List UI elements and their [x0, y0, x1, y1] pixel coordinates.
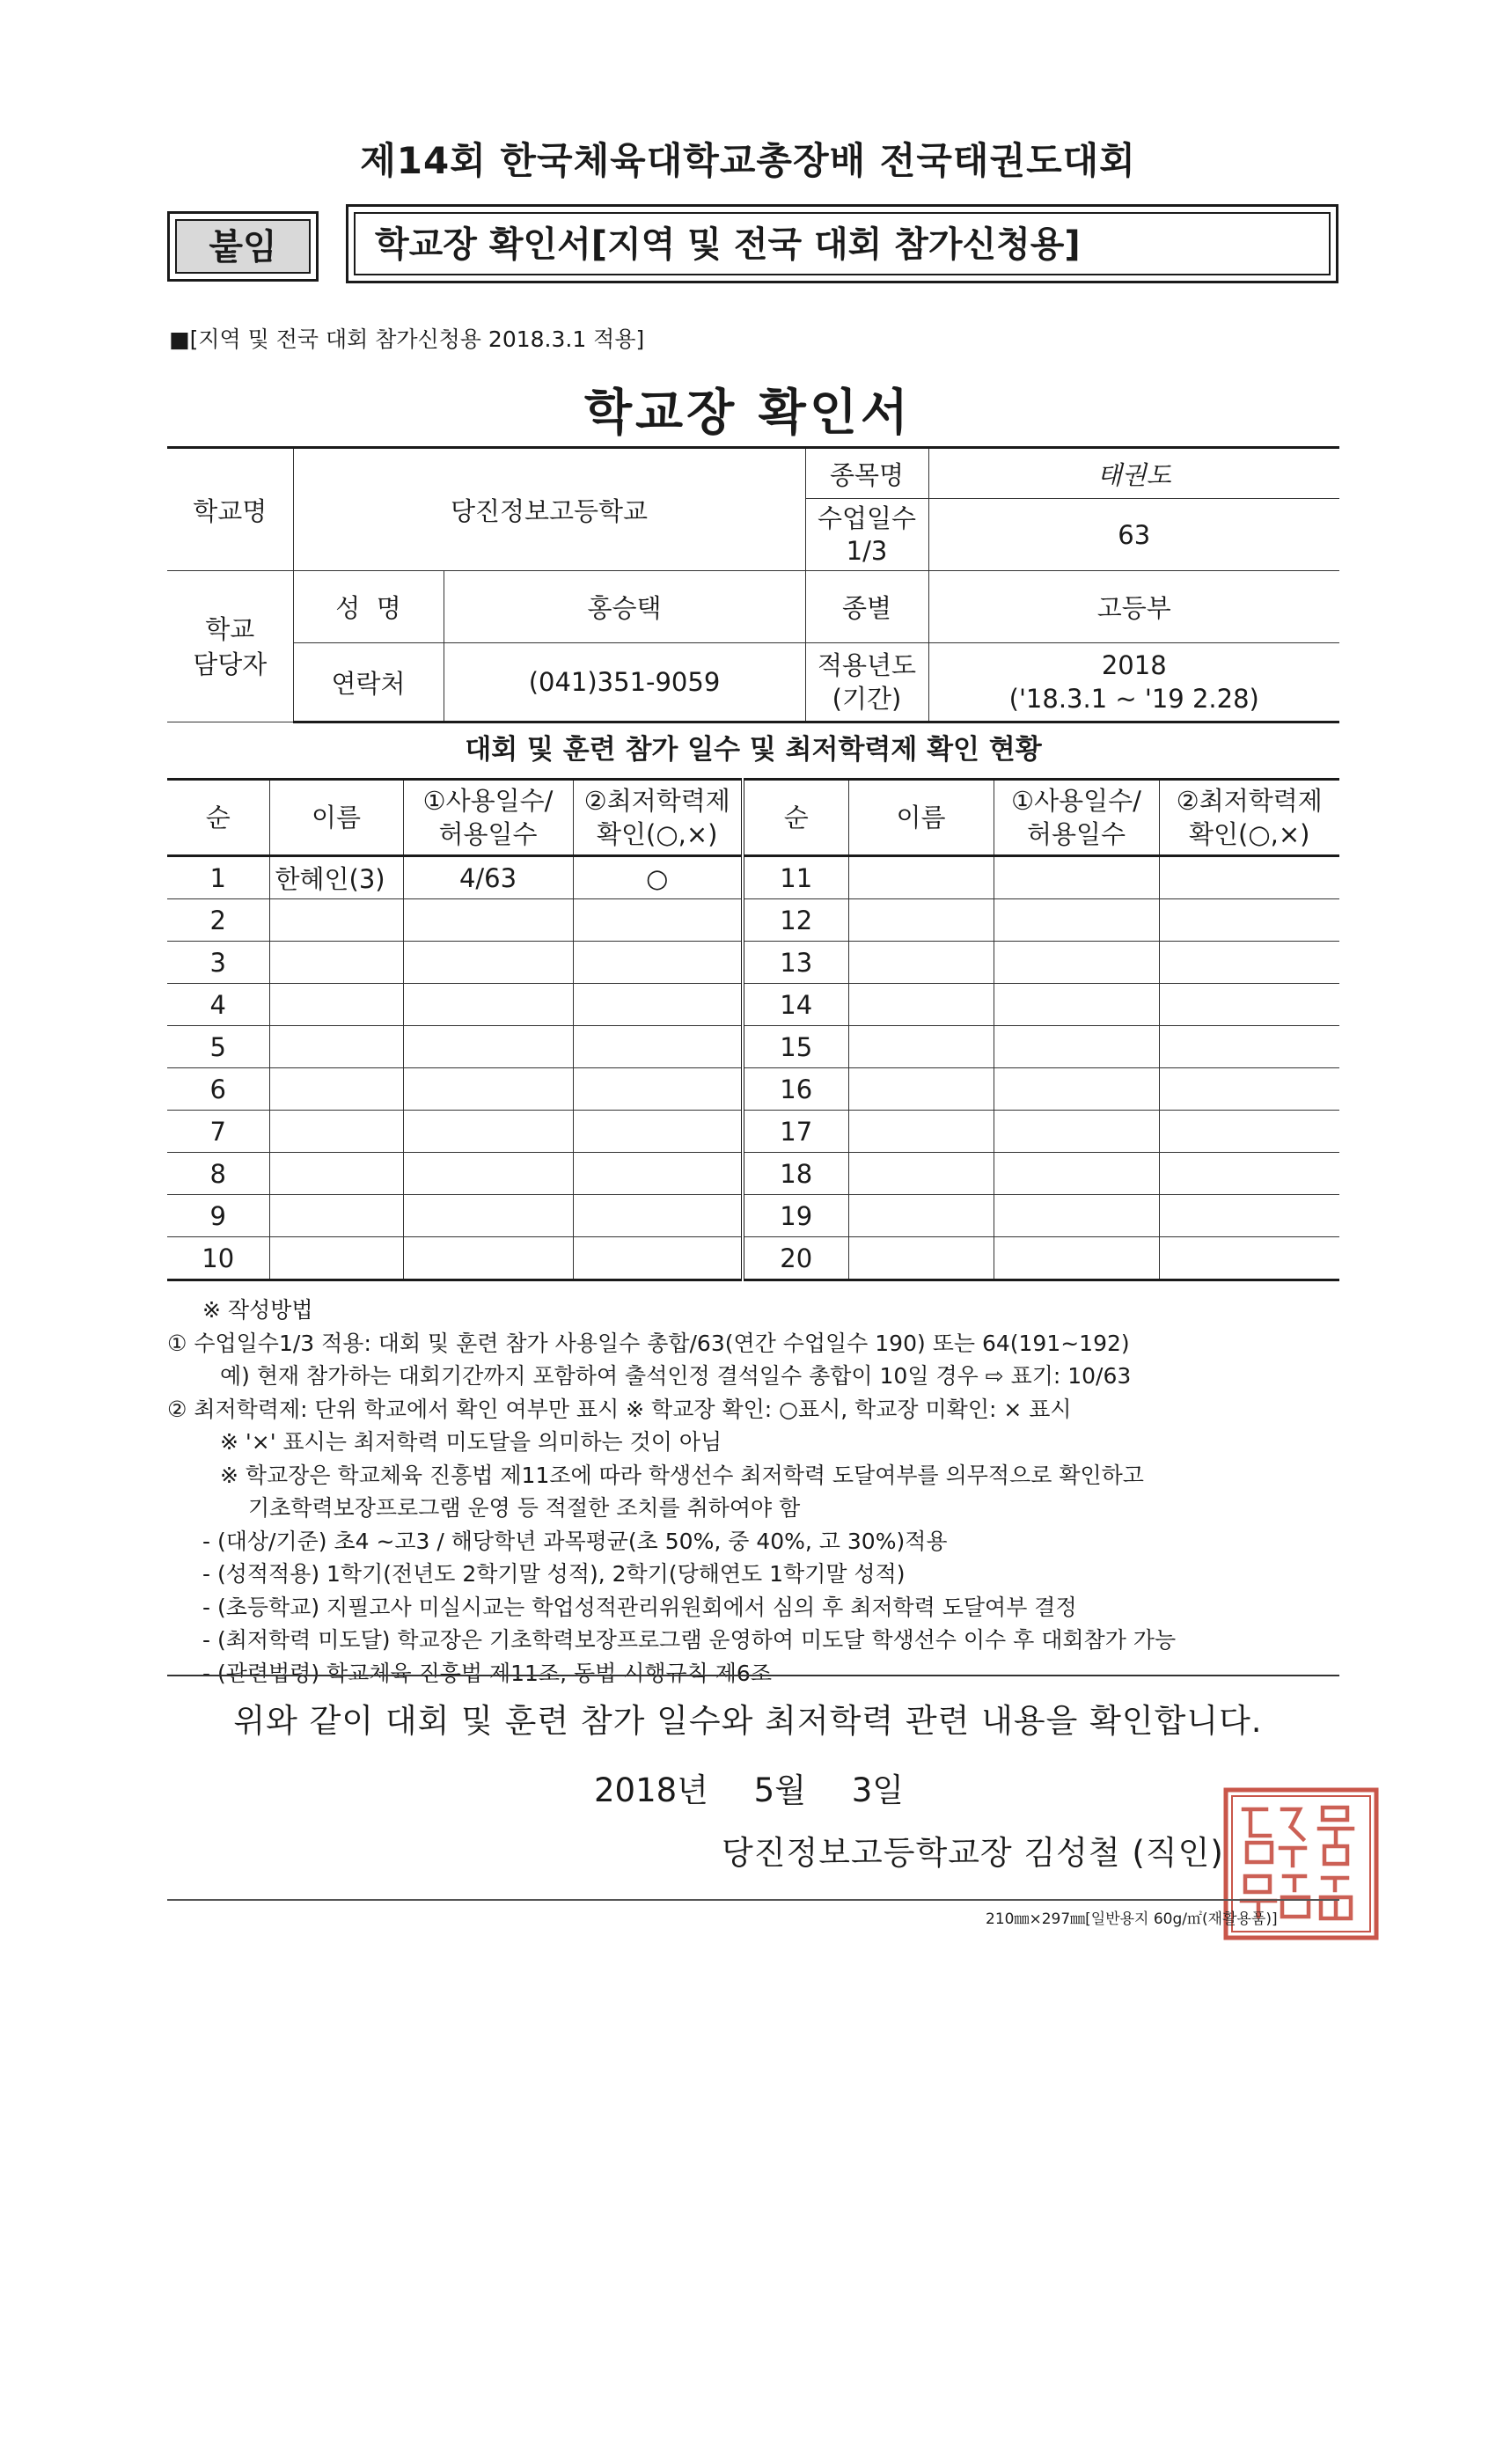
note-line: 기초학력보장프로그램 운영 등 적절한 조치를 취하여야 함 [248, 1495, 801, 1521]
table-row [167, 899, 1339, 942]
table-row [167, 1237, 1339, 1280]
row-days [403, 899, 573, 942]
school-days-label-line1: 수업일수 [817, 502, 917, 533]
participation-grid [167, 778, 1339, 1281]
header-acad-left-line2: 확인(○,×) [597, 819, 718, 849]
row-acad [1159, 984, 1339, 1026]
row-acad [1159, 1068, 1339, 1111]
row-no: 3 [167, 942, 269, 984]
row-name [269, 1195, 403, 1237]
row-name [269, 1068, 403, 1111]
row-name [848, 984, 994, 1026]
row-acad [573, 1237, 743, 1280]
footer-divider [167, 1899, 1339, 1901]
row-days [403, 984, 573, 1026]
table-row [167, 984, 1339, 1026]
row-days [994, 856, 1159, 899]
note-line: - (성적적용) 1학기(전년도 2학기말 성적), 2학기(당해연도 1학기말 성적) [202, 1561, 906, 1587]
row-days [403, 1068, 573, 1111]
row-acad [1159, 856, 1339, 899]
year-value-line1: 2018 [1101, 650, 1167, 680]
row-no: 2 [167, 899, 269, 942]
header-days-left [403, 780, 573, 856]
row-acad [1159, 1153, 1339, 1195]
row-name: 한혜인(3) [269, 856, 403, 899]
table-row [167, 1068, 1339, 1111]
header-acad-left [573, 780, 743, 856]
note-line: - (최저학력 미도달) 학교장은 기초학력보장프로그램 운영하여 미도달 학생선수 이수 후 대회참가 가능 [202, 1627, 1177, 1653]
row-days [994, 984, 1159, 1026]
instructions-notes [167, 1294, 1346, 1690]
row-days [994, 1111, 1159, 1153]
row-name [848, 942, 994, 984]
table-row [167, 1195, 1339, 1237]
school-days-label [805, 499, 928, 571]
table-row [167, 1026, 1339, 1068]
note-line: ① 수업일수1/3 적용: 대회 및 훈련 참가 사용일수 총합/63(연간 수업일수 190) 또는 64(191~192) [167, 1330, 1130, 1356]
row-days [403, 1153, 573, 1195]
header-acad-left-line1: ②최저학력제 [583, 786, 730, 816]
row-days [994, 1068, 1159, 1111]
staff-name-value: 홍승택 [444, 571, 805, 643]
row-days [994, 942, 1159, 984]
header-days-right [994, 780, 1159, 856]
row-no: 13 [743, 942, 848, 984]
row-days [403, 1026, 573, 1068]
note-heading: ※ 작성방법 [202, 1297, 313, 1323]
row-acad [573, 899, 743, 942]
header-acad-right [1159, 780, 1339, 856]
row-name [848, 1026, 994, 1068]
principal-signature-line: 당진정보고등학교장 김성철 (직인) [722, 1834, 1224, 1872]
form-applicability-note: ■[지역 및 전국 대회 참가신청용 2018.3.1 적용] [169, 326, 645, 352]
contact-value: (041)351-9059 [444, 643, 805, 722]
header-days-left-line2: 허용일수 [438, 819, 538, 849]
header-name-right: 이름 [848, 780, 994, 856]
row-name [848, 856, 994, 899]
row-days: 4/63 [403, 856, 573, 899]
confirmation-statement: 위와 같이 대회 및 훈련 참가 일수와 최저학력 관련 내용을 확인합니다. [233, 1702, 1263, 1740]
row-days [994, 899, 1159, 942]
table-row [167, 1153, 1339, 1195]
row-no: 15 [743, 1026, 848, 1068]
row-acad [573, 1153, 743, 1195]
row-acad [1159, 942, 1339, 984]
row-acad [573, 1026, 743, 1068]
row-days [994, 1026, 1159, 1068]
header-no-left: 순 [167, 780, 269, 856]
event-title: 제14회 한국체육대학교총장배 전국태권도대회 [360, 139, 1136, 182]
note-line: 예) 현재 참가하는 대회기간까지 포함하여 출석인정 결석일수 총합이 10일 경우 ⇨ 표기: 10/63 [220, 1363, 1132, 1389]
year-value [928, 643, 1339, 722]
row-name [269, 1111, 403, 1153]
row-name [269, 1026, 403, 1068]
school-days-value: 63 [928, 499, 1339, 571]
row-acad [573, 1195, 743, 1237]
row-no: 17 [743, 1111, 848, 1153]
row-days [403, 1195, 573, 1237]
row-no: 16 [743, 1068, 848, 1111]
row-days [994, 1195, 1159, 1237]
header-days-right-line2: 허용일수 [1026, 819, 1126, 849]
school-name-label: 학교명 [167, 448, 293, 571]
division-label: 종별 [805, 571, 928, 643]
row-acad [573, 1068, 743, 1111]
event-label: 종목명 [805, 448, 928, 499]
row-no: 6 [167, 1068, 269, 1111]
row-name [269, 1153, 403, 1195]
row-no: 20 [743, 1237, 848, 1280]
row-days [994, 1237, 1159, 1280]
row-name [848, 1068, 994, 1111]
row-no: 11 [743, 856, 848, 899]
row-name [848, 1195, 994, 1237]
school-info-table [167, 446, 1339, 723]
date-day: 3일 [851, 1771, 905, 1809]
row-no: 5 [167, 1026, 269, 1068]
year-value-line2: ('18.3.1 ~ '19 2.28) [1008, 684, 1259, 714]
row-days [403, 1111, 573, 1153]
year-label [805, 643, 928, 722]
row-name [848, 1111, 994, 1153]
row-no: 19 [743, 1195, 848, 1237]
year-label-line2: (기간) [832, 684, 902, 714]
note-line: ※ 학교장은 학교체육 진흥법 제11조에 따라 학생선수 최저학력 도달여부를 의무적으로 확인하고 [220, 1462, 1144, 1488]
paper-specification: 210㎜×297㎜[일반용지 60g/㎡(재활용품)] [986, 1910, 1278, 1928]
staff-name-label: 성 명 [293, 571, 444, 643]
row-no: 8 [167, 1153, 269, 1195]
header-name-left: 이름 [269, 780, 403, 856]
row-no: 14 [743, 984, 848, 1026]
contact-label: 연락처 [293, 643, 444, 722]
row-no: 18 [743, 1153, 848, 1195]
staff-label-line2: 담당자 [193, 649, 268, 679]
note-line: - (초등학교) 지필고사 미실시교는 학업성적관리위원회에서 심의 후 최저학력 도달여부 결정 [202, 1594, 1077, 1620]
row-acad [1159, 1026, 1339, 1068]
note-line: ② 최저학력제: 단위 학교에서 확인 여부만 표시 ※ 학교장 확인: ○표시, 학교장 미확인: × 표시 [167, 1396, 1072, 1422]
notes-divider [167, 1675, 1339, 1676]
attach-label-box [167, 211, 319, 282]
date-month: 5월 [753, 1771, 806, 1809]
school-days-label-line2: 1/3 [846, 535, 888, 566]
form-title: 학교장 확인서[지역 및 전국 대회 참가신청용] [354, 212, 1331, 275]
row-no: 1 [167, 856, 269, 899]
note-line: - (대상/기준) 초4 ~고3 / 해당학년 과목평균(초 50%, 중 40%, 고 30%)적용 [202, 1528, 948, 1554]
row-days [403, 942, 573, 984]
row-no: 10 [167, 1237, 269, 1280]
row-acad [573, 942, 743, 984]
row-name [269, 899, 403, 942]
row-acad [573, 984, 743, 1026]
header-no-right: 순 [743, 780, 848, 856]
header-acad-right-line1: ②최저학력제 [1176, 786, 1323, 816]
row-no: 7 [167, 1111, 269, 1153]
note-line: - (관련법령) 학교체육 진흥법 제11조, 동법 시행규칙 제6조 [202, 1660, 772, 1686]
row-acad: ○ [573, 856, 743, 899]
status-section-title: 대회 및 훈련 참가 일수 및 최저학력제 확인 현황 [465, 734, 1042, 766]
document-title: 학교장 확인서 [583, 385, 913, 442]
header-days-right-line1: ①사용일수/ [1011, 786, 1141, 816]
form-title-box [346, 204, 1338, 283]
row-acad [1159, 1237, 1339, 1280]
row-no: 4 [167, 984, 269, 1026]
staff-label [167, 571, 293, 722]
staff-label-line1: 학교 [205, 613, 255, 644]
row-acad [1159, 1111, 1339, 1153]
row-name [848, 1153, 994, 1195]
year-label-line1: 적용년도 [817, 650, 917, 680]
row-name [269, 984, 403, 1026]
row-name [269, 942, 403, 984]
header-days-left-line1: ①사용일수/ [422, 786, 554, 816]
row-name [848, 1237, 994, 1280]
table-row [167, 856, 1339, 899]
row-name [848, 899, 994, 942]
header-acad-right-line2: 확인(○,×) [1189, 819, 1310, 849]
school-name-value: 당진정보고등학교 [293, 448, 805, 571]
row-days [403, 1237, 573, 1280]
row-acad [1159, 1195, 1339, 1237]
note-line: ※ '×' 표시는 최저학력 미도달을 의미하는 것이 아님 [220, 1429, 722, 1455]
event-value: 태권도 [928, 448, 1339, 499]
table-row [167, 1111, 1339, 1153]
attach-label: 붙임 [175, 219, 311, 274]
row-acad [573, 1111, 743, 1153]
issue-date [594, 1764, 904, 1811]
row-acad [1159, 899, 1339, 942]
date-year: 2018년 [594, 1771, 708, 1809]
row-no: 12 [743, 899, 848, 942]
division-value: 고등부 [928, 571, 1339, 643]
row-days [994, 1153, 1159, 1195]
row-name [269, 1237, 403, 1280]
table-row [167, 942, 1339, 984]
row-no: 9 [167, 1195, 269, 1237]
